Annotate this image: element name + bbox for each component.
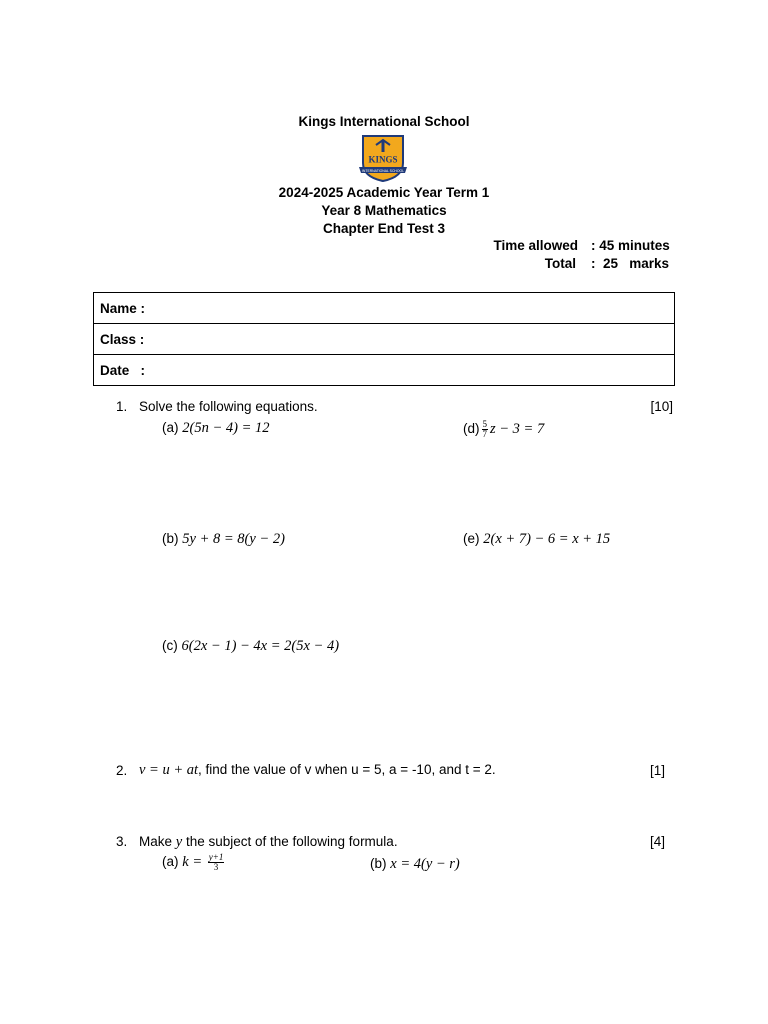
q3-text-before: Make	[139, 834, 176, 849]
q1e	[463, 531, 610, 548]
academic-year: 2024-2025 Academic Year Term 1	[278, 185, 490, 200]
logo-banner: INTERNATIONAL SCHOOL	[361, 169, 405, 173]
q1e-label: (e)	[463, 531, 480, 546]
q3a-label: (a)	[162, 854, 179, 870]
test-title: Chapter End Test 3	[322, 221, 446, 236]
q2-formula: v = u + at	[139, 762, 199, 778]
q1a-label: (a)	[162, 420, 179, 435]
logo-text: KINGS	[368, 154, 398, 165]
q1c-label: (c)	[162, 638, 178, 653]
q3-text	[139, 834, 398, 851]
student-info-table	[93, 292, 675, 386]
q1d-denominator: 7	[482, 429, 487, 439]
q2-number: 2.	[116, 763, 128, 778]
q1a	[162, 420, 270, 437]
name-field[interactable]: Name :	[94, 293, 675, 324]
q1-text: Solve the following equations.	[139, 399, 318, 414]
q3b-equation: x = 4(y − r)	[390, 856, 460, 872]
q3-variable: y	[175, 834, 183, 850]
q2-text	[139, 762, 496, 779]
q3-number: 3.	[116, 834, 128, 849]
school-name: Kings International School	[298, 114, 470, 129]
class-field[interactable]: Class :	[94, 324, 675, 355]
q1-marks: [10]	[650, 399, 673, 414]
q1c-equation: 6(2x − 1) − 4x = 2(5x − 4)	[181, 638, 340, 654]
total-value: : 25 marks	[591, 256, 670, 271]
q3a-lhs: k =	[182, 854, 206, 871]
q1e-equation: 2(x + 7) − 6 = x + 15	[483, 531, 611, 547]
q3b	[370, 856, 460, 873]
q1b-equation: 5y + 8 = 8(y − 2)	[182, 531, 285, 547]
time-label: Time allowed	[493, 238, 578, 253]
q3-marks: [4]	[649, 834, 665, 849]
q3-text-after: the subject of the following formula.	[182, 834, 398, 849]
q2-question: , find the value of v when u = 5, a = -10, and t = 2.	[198, 762, 496, 777]
q1-number: 1.	[116, 399, 128, 414]
kings-school-crest-icon	[357, 133, 409, 183]
q3a-numerator: y+1	[208, 852, 224, 862]
q1c	[162, 638, 339, 655]
total-label: Total	[544, 256, 576, 271]
q1d	[463, 420, 544, 439]
date-field[interactable]: Date :	[94, 355, 675, 386]
q3a-fraction	[208, 853, 225, 872]
course-title: Year 8 Mathematics	[321, 203, 447, 218]
q2-marks: [1]	[649, 763, 665, 778]
q1d-label: (d)	[463, 421, 480, 437]
q3a-denominator: 3	[213, 862, 219, 872]
time-value: : 45 minutes	[591, 238, 670, 253]
q1d-fraction	[482, 420, 489, 439]
q1b-label: (b)	[162, 531, 179, 546]
q1a-equation: 2(5n − 4) = 12	[182, 420, 270, 436]
q1d-equation: z − 3 = 7	[490, 421, 545, 438]
q1b	[162, 531, 285, 548]
q1d-numerator: 5	[482, 419, 487, 429]
q3b-label: (b)	[370, 856, 387, 871]
q3a	[162, 853, 226, 872]
